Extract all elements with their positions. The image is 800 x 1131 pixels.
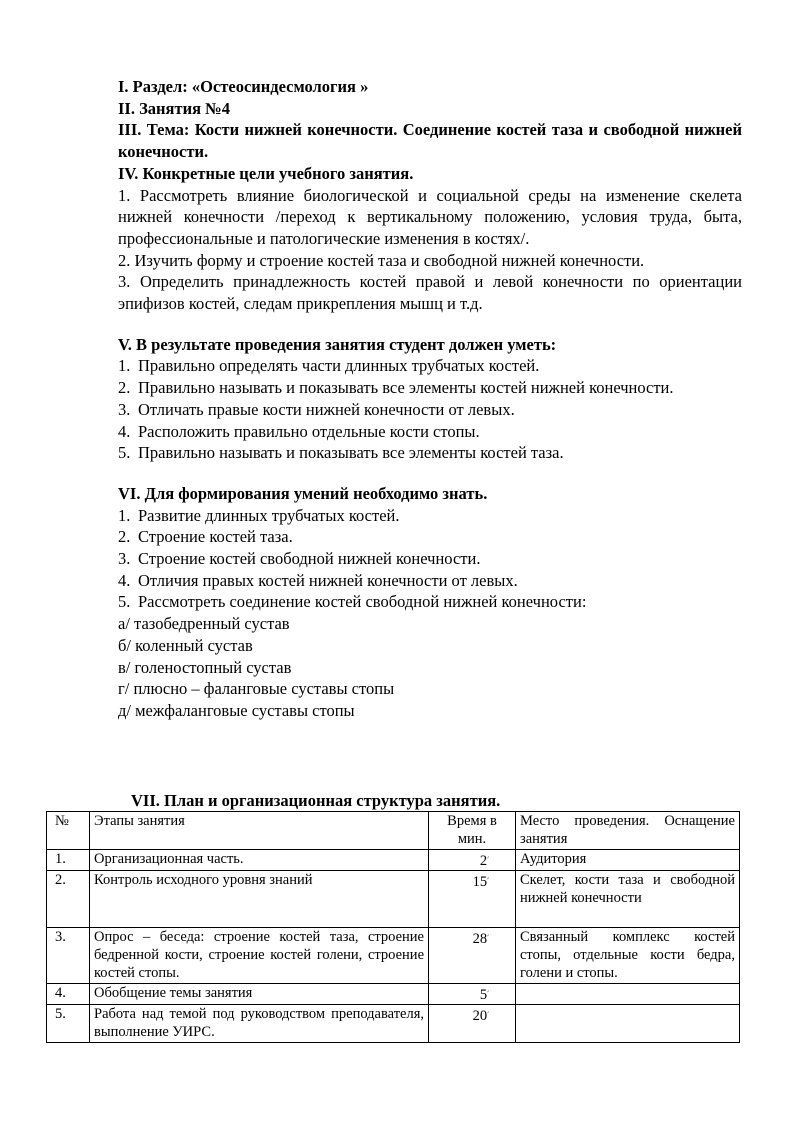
row-time: 20׳	[429, 1005, 516, 1043]
table-header-row	[47, 812, 740, 850]
plan-heading: VII. План и организационная структура занятия.	[131, 791, 501, 810]
row-num: 2.	[47, 870, 90, 927]
document-body	[118, 76, 742, 722]
header-num: №	[47, 812, 90, 850]
list-item: 5. Правильно называть и показывать все элементы костей таза.	[118, 443, 564, 463]
row-num: 1.	[47, 849, 90, 870]
skills-heading: V. В результате проведения занятия студент должен уметь:	[118, 334, 557, 354]
header-stage: Этапы занятия	[90, 812, 429, 850]
row-time: 5׳	[429, 983, 516, 1004]
goal-item: 3. Определить принадлежность костей правой и левой конечности по ориентации эпифизов костей, следам прикрепления мышц и т.д.	[118, 272, 742, 314]
row-stage: Работа над темой под руководством преподавателя, выполнение УИРС.	[90, 1005, 429, 1043]
joint-item: г/ плюсно – фаланговые суставы стопы	[118, 679, 395, 699]
theme-heading: III. Тема: Кости нижней конечности. Соединение костей таза и свободной нижней конечности.	[118, 120, 742, 162]
list-item: 1. Развитие длинных трубчатых костей.	[118, 505, 400, 525]
joint-item: д/ межфаланговые суставы стопы	[118, 700, 355, 720]
row-place: Аудитория	[516, 849, 740, 870]
lesson-heading: II. Занятия №4	[118, 98, 230, 118]
goal-item: 1. Рассмотреть влияние биологической и социальной среды на изменение скелета нижней конечности /переход к вертикальному положению, условия труда, быта, профессиональные и патологические изменения в костях/.	[118, 185, 742, 248]
table-row	[47, 983, 740, 1004]
knowledge-heading: VI. Для формирования умений необходимо знать.	[118, 483, 488, 503]
row-time: 2׳	[429, 849, 516, 870]
list-item: 3. Строение костей свободной нижней конечности.	[118, 549, 481, 569]
table-row	[47, 849, 740, 870]
list-item: 2. Строение костей таза.	[118, 527, 293, 547]
plan-table	[46, 811, 740, 1043]
table-row	[47, 1005, 740, 1043]
list-item: 4. Отличия правых костей нижней конечности от левых.	[118, 570, 518, 590]
table-row	[47, 927, 740, 983]
row-time: 28׳	[429, 927, 516, 983]
list-item: 3. Отличать правые кости нижней конечности от левых.	[118, 399, 515, 419]
list-item: 4. Расположить правильно отдельные кости стопы.	[118, 421, 480, 441]
joint-item: б/ коленный сустав	[118, 635, 253, 655]
list-item: 5. Рассмотреть соединение костей свободной нижней конечности:	[118, 592, 587, 612]
row-place	[516, 1005, 740, 1043]
section-heading: I. Раздел: «Остеосиндесмология »	[118, 77, 369, 96]
skills-list	[118, 355, 742, 464]
row-stage: Организационная часть.	[90, 849, 429, 870]
goal-item: 2. Изучить форму и строение костей таза и свободной нижней конечности.	[118, 250, 645, 270]
header-place: Место проведения. Оснащение занятия	[516, 812, 740, 850]
row-num: 5.	[47, 1005, 90, 1043]
list-item: 1. Правильно определять части длинных трубчатых костей.	[118, 356, 540, 376]
table-row	[47, 870, 740, 927]
row-time: 15׳	[429, 870, 516, 927]
row-stage: Опрос – беседа: строение костей таза, строение бедренной кости, строение костей голени, строение костей стопы.	[90, 927, 429, 983]
joint-item: в/ голеностопный сустав	[118, 657, 292, 677]
joint-item: а/ тазобедренный сустав	[118, 614, 290, 634]
row-num: 3.	[47, 927, 90, 983]
row-place: Связанный комплекс костей стопы, отдельные кости бедра, голени и стопы.	[516, 927, 740, 983]
row-place: Скелет, кости таза и свободной нижней конечности	[516, 870, 740, 927]
row-stage: Контроль исходного уровня знаний	[90, 870, 429, 927]
header-time: Время в мин.	[429, 812, 516, 850]
row-stage: Обобщение темы занятия	[90, 983, 429, 1004]
goals-heading: IV. Конкретные цели учебного занятия.	[118, 163, 414, 183]
joints-list	[118, 613, 742, 722]
row-place	[516, 983, 740, 1004]
row-num: 4.	[47, 983, 90, 1004]
list-item: 2. Правильно называть и показывать все элементы костей нижней конечности.	[118, 378, 674, 398]
knowledge-list	[118, 505, 742, 614]
